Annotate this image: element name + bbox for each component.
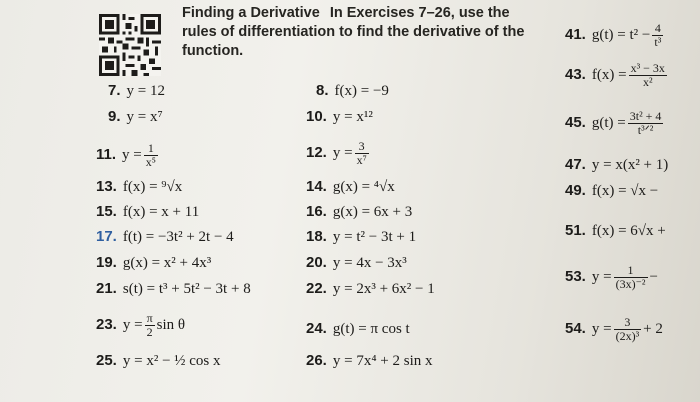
exercise-43: 43. f(x) = $\frac{\text{x³ − 3x}}{\text{x²}}$ (565, 61, 665, 89)
section-instruction: In Exercises 7–26, use the rules of differentiation to find the derivative of the function. (182, 5, 525, 59)
exercise-7: 7. y = 12 (108, 82, 165, 99)
exercise-51: 51. f(x) = 6√x + (565, 222, 666, 239)
exercise-22: 22. y = 2x³ + 6x² − 1 (306, 280, 435, 297)
exercise-26: 26. y = 7x⁴ + 2 sin x (306, 352, 433, 369)
exercise-9: 9. y = x⁷ (108, 108, 163, 125)
exercise-54: 54. y = $\frac{3}{\text{(2x)³}}$ + 2 (565, 315, 663, 343)
exercise-18: 18. y = t² − 3t + 1 (306, 228, 417, 245)
exercise-16: 16. g(x) = 6x + 3 (306, 203, 413, 220)
exercise-11: 11. y = $\frac{1}{\text{x⁵}}$ (96, 141, 156, 169)
exercise-49: 49. f(x) = √x − (565, 182, 659, 199)
exercise-12: 12. y = $\frac{3}{\text{x⁷}}$ (306, 139, 367, 167)
exercise-8: 8. f(x) = −9 (316, 82, 389, 99)
exercise-23: 23. y = $\frac{\pi}{2}$ sin θ (96, 311, 186, 339)
exercise-17: 17. f(t) = −3t² + 2t − 4 (96, 228, 234, 245)
exercise-10: 10. y = x¹² (306, 108, 373, 125)
exercise-25: 25. y = x² − ½ cos x (96, 352, 221, 369)
exercise-14: 14. g(x) = ⁴√x (306, 178, 395, 195)
exercise-41: 41. g(t) = t² − $\frac{4}{\text{t³}}$ (565, 21, 662, 49)
exercise-13: 13. f(x) = ⁹√x (96, 178, 183, 195)
exercise-53: 53. y = $\frac{1}{\text{(3x)⁻²}}$ − (565, 263, 658, 291)
exercise-19: 19. g(x) = x² + 4x³ (96, 254, 212, 271)
exercise-45: 45. g(t) = $\frac{\text{3t² + 4}}{\text{t³ᐟ²}}$ (565, 109, 662, 137)
exercise-21: 21. s(t) = t³ + 5t² − 3t + 8 (96, 280, 251, 297)
exercise-24: 24. g(t) = π cos t (306, 320, 410, 337)
exercise-47: 47. y = x(x² + 1) (565, 156, 669, 173)
section-title: Finding a Derivative (182, 5, 320, 21)
exercise-20: 20. y = 4x − 3x³ (306, 254, 407, 271)
exercise-15: 15. f(x) = x + 11 (96, 203, 200, 220)
